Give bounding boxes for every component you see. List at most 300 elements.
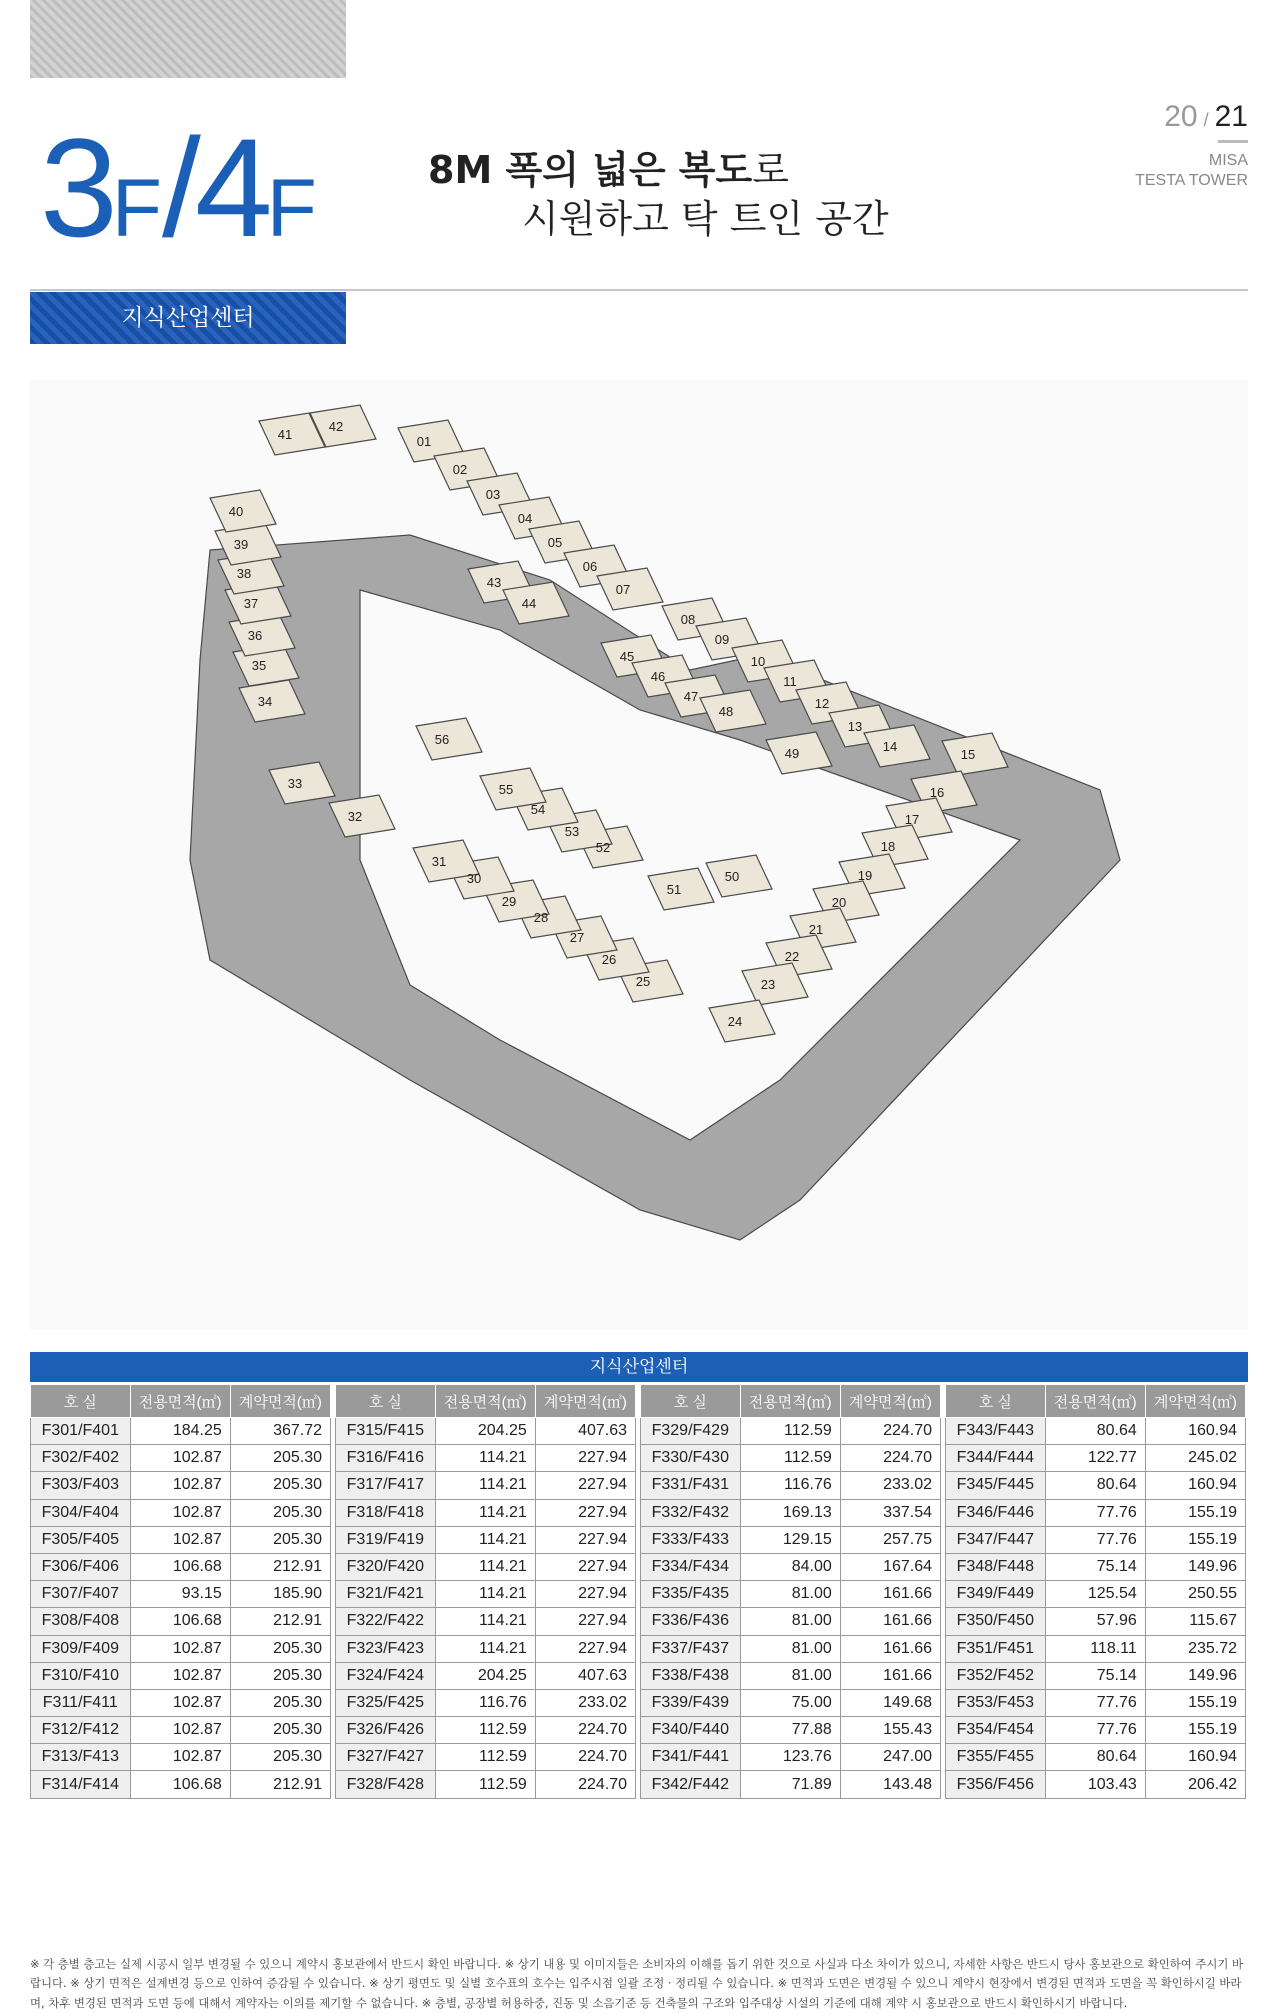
- unit-number-cell: F343/F443: [946, 1418, 1046, 1445]
- table-row: [641, 1499, 941, 1526]
- table-row: [31, 1744, 331, 1771]
- unit-number-cell: F311/F411: [31, 1689, 131, 1716]
- table-row: [641, 1689, 941, 1716]
- unit-number-cell: F339/F439: [641, 1689, 741, 1716]
- exclusive-area-cell: 112.59: [740, 1445, 840, 1472]
- contract-area-cell: 160.94: [1145, 1744, 1245, 1771]
- contract-area-cell: 337.54: [840, 1499, 940, 1526]
- exclusive-area-cell: 102.87: [130, 1717, 230, 1744]
- page-divider: [1218, 140, 1248, 143]
- unit-number-cell: F353/F453: [946, 1689, 1046, 1716]
- unit-number-cell: F313/F413: [31, 1744, 131, 1771]
- floor-unit-label: 53: [564, 824, 580, 839]
- table-row: [31, 1499, 331, 1526]
- contract-area-cell: 161.66: [840, 1581, 940, 1608]
- exclusive-area-cell: 81.00: [740, 1581, 840, 1608]
- contract-area-cell: 149.96: [1145, 1553, 1245, 1580]
- exclusive-area-cell: 122.77: [1045, 1445, 1145, 1472]
- floor-number-3: 3: [40, 109, 112, 266]
- floor-unit-label: 04: [517, 511, 533, 526]
- exclusive-area-cell: 102.87: [130, 1526, 230, 1553]
- floor-unit-label: 32: [347, 809, 363, 824]
- contract-area-cell: 205.30: [230, 1499, 330, 1526]
- contract-area-cell: 212.91: [230, 1771, 330, 1798]
- unit-number-cell: F330/F430: [641, 1445, 741, 1472]
- exclusive-area-cell: 77.76: [1045, 1717, 1145, 1744]
- exclusive-area-cell: 114.21: [435, 1553, 535, 1580]
- exclusive-area-cell: 57.96: [1045, 1608, 1145, 1635]
- exclusive-area-cell: 102.87: [130, 1472, 230, 1499]
- contract-area-cell: 161.66: [840, 1608, 940, 1635]
- floor-unit-label: 39: [233, 537, 249, 552]
- floor-unit-label: 45: [619, 649, 635, 664]
- table-row: [946, 1717, 1246, 1744]
- floor-unit-label: 35: [251, 658, 267, 673]
- unit-number-cell: F312/F412: [31, 1717, 131, 1744]
- floor-unit-label: 17: [904, 812, 920, 827]
- unit-number-cell: F349/F449: [946, 1581, 1046, 1608]
- headline-bold: 8M 폭의 넓은 복도: [428, 148, 753, 192]
- page-left: 20: [1164, 100, 1198, 133]
- exclusive-area-cell: 204.25: [435, 1662, 535, 1689]
- table-row: [946, 1445, 1246, 1472]
- table-row: [336, 1771, 636, 1798]
- exclusive-area-cell: 102.87: [130, 1499, 230, 1526]
- header-rule: [30, 289, 1248, 291]
- exclusive-area-cell: 81.00: [740, 1608, 840, 1635]
- exclusive-area-cell: 112.59: [435, 1744, 535, 1771]
- exclusive-area-cell: 75.14: [1045, 1553, 1145, 1580]
- floor-unit-f-2: F: [266, 163, 317, 254]
- table-row: [641, 1472, 941, 1499]
- section-tag: 지식산업센터: [30, 292, 346, 344]
- brand-line1: MISA: [1208, 152, 1248, 169]
- contract-area-cell: 149.96: [1145, 1662, 1245, 1689]
- contract-area-cell: 205.30: [230, 1635, 330, 1662]
- contract-area-cell: 205.30: [230, 1689, 330, 1716]
- floor-unit-label: 24: [727, 1014, 743, 1029]
- brand-line2: TESTA TOWER: [1135, 172, 1248, 189]
- table-row: [641, 1662, 941, 1689]
- headline-suffix: 로: [752, 148, 789, 192]
- unit-number-cell: F317/F417: [336, 1472, 436, 1499]
- exclusive-area-cell: 102.87: [130, 1635, 230, 1662]
- exclusive-area-cell: 84.00: [740, 1553, 840, 1580]
- contract-area-cell: 227.94: [535, 1581, 635, 1608]
- table-row: [641, 1526, 941, 1553]
- exclusive-area-cell: 112.59: [435, 1771, 535, 1798]
- contract-area-cell: 407.63: [535, 1662, 635, 1689]
- contract-area-cell: 227.94: [535, 1635, 635, 1662]
- unit-number-cell: F333/F433: [641, 1526, 741, 1553]
- floor-unit-label: 48: [718, 704, 734, 719]
- contract-area-cell: 245.02: [1145, 1445, 1245, 1472]
- contract-area-cell: 250.55: [1145, 1581, 1245, 1608]
- unit-number-cell: F322/F422: [336, 1608, 436, 1635]
- exclusive-area-cell: 103.43: [1045, 1771, 1145, 1798]
- exclusive-area-cell: 77.76: [1045, 1499, 1145, 1526]
- unit-number-cell: F305/F405: [31, 1526, 131, 1553]
- floor-unit-label: 55: [498, 782, 514, 797]
- area-table-header-row: [31, 1385, 331, 1418]
- table-row: [31, 1418, 331, 1445]
- area-table-title: 지식산업센터: [30, 1352, 1248, 1382]
- contract-area-cell: 224.70: [535, 1744, 635, 1771]
- floor-unit-label: 38: [236, 566, 252, 581]
- exclusive-area-cell: 114.21: [435, 1526, 535, 1553]
- table-row: [336, 1553, 636, 1580]
- table-row: [946, 1581, 1246, 1608]
- unit-number-cell: F306/F406: [31, 1553, 131, 1580]
- unit-number-cell: F346/F446: [946, 1499, 1046, 1526]
- table-row: [946, 1662, 1246, 1689]
- unit-number-cell: F336/F436: [641, 1608, 741, 1635]
- table-row: [641, 1717, 941, 1744]
- unit-number-cell: F303/F403: [31, 1472, 131, 1499]
- table-row: [336, 1717, 636, 1744]
- contract-area-cell: 227.94: [535, 1445, 635, 1472]
- exclusive-area-cell: 116.76: [435, 1689, 535, 1716]
- unit-number-cell: F325/F425: [336, 1689, 436, 1716]
- floor-unit-label: 46: [650, 669, 666, 684]
- exclusive-area-cell: 102.87: [130, 1445, 230, 1472]
- area-table-header-row: [336, 1385, 636, 1418]
- exclusive-area-cell: 112.59: [435, 1717, 535, 1744]
- table-row: [31, 1472, 331, 1499]
- floor-unit-label: 52: [595, 840, 611, 855]
- floor-unit-label: 47: [683, 689, 699, 704]
- area-table-header-cell: 전용면적(㎡): [1045, 1385, 1145, 1418]
- unit-number-cell: F329/F429: [641, 1418, 741, 1445]
- exclusive-area-cell: 114.21: [435, 1499, 535, 1526]
- contract-area-cell: 205.30: [230, 1662, 330, 1689]
- exclusive-area-cell: 102.87: [130, 1689, 230, 1716]
- table-row: [946, 1744, 1246, 1771]
- table-row: [946, 1771, 1246, 1798]
- floor-unit-label: 42: [328, 419, 344, 434]
- contract-area-cell: 205.30: [230, 1472, 330, 1499]
- area-table-header-cell: 호 실: [336, 1385, 436, 1418]
- floor-unit-label: 36: [247, 628, 263, 643]
- page-separator: /: [1203, 110, 1209, 130]
- area-table-block: [30, 1384, 331, 1799]
- floor-unit-label: 01: [416, 434, 432, 449]
- unit-number-cell: F304/F404: [31, 1499, 131, 1526]
- contract-area-cell: 367.72: [230, 1418, 330, 1445]
- exclusive-area-cell: 102.87: [130, 1744, 230, 1771]
- table-row: [641, 1771, 941, 1798]
- disclaimer-notes: ※ 각 층별 층고는 실제 시공시 일부 변경될 수 있으니 계약시 홍보관에서 반드시 확인 바랍니다. ※ 상기 내용 및 이미지들은 소비자의 이해를 돕기 위한 것으로 사실과 다소 차이가 있으니, 자세한 사항은 반드시 당사 홍보관으로 확인하여 주시기 바랍니다. ※ 상기 면적은 설계변경 등으로 인하여 증감될 수 있습니다. ※ 상기 평면도 및 실별 호수표의 호수는 입주시점 일괄 조정 · 정리될 수 있습니다. ※ 면적과 도면은 변경될 수 있으니 계약시 현장에서 변경된 면적과 도면을 꼭 확인하시길 바라며, 차후 변경된 면적과 도면 등에 대해서 계약자는 이의를 제기할 수 없습니다. ※ 층별, 공장별 허용하중, 진동 및 소음기준 등 건축물의 구조와 입주대상 시설의 기준에 대해 계약 시 홍보관으로 반드시 확인하시기 바랍니다.: [30, 1957, 1244, 2010]
- floor-unit-label: 29: [501, 894, 517, 909]
- table-row: [641, 1553, 941, 1580]
- unit-number-cell: F354/F454: [946, 1717, 1046, 1744]
- unit-number-cell: F337/F437: [641, 1635, 741, 1662]
- floor-unit-label: 49: [784, 746, 800, 761]
- page-number-block: [1135, 100, 1248, 191]
- exclusive-area-cell: 106.68: [130, 1771, 230, 1798]
- unit-number-cell: F334/F434: [641, 1553, 741, 1580]
- floor-unit-label: 33: [287, 776, 303, 791]
- exclusive-area-cell: 114.21: [435, 1445, 535, 1472]
- area-table-block: [945, 1384, 1246, 1799]
- contract-area-cell: 227.94: [535, 1608, 635, 1635]
- contract-area-cell: 155.19: [1145, 1499, 1245, 1526]
- table-row: [946, 1472, 1246, 1499]
- floor-unit-label: 06: [582, 559, 598, 574]
- page-right: 21: [1214, 100, 1248, 133]
- unit-number-cell: F309/F409: [31, 1635, 131, 1662]
- table-row: [336, 1744, 636, 1771]
- contract-area-cell: 155.19: [1145, 1717, 1245, 1744]
- contract-area-cell: 167.64: [840, 1553, 940, 1580]
- exclusive-area-cell: 184.25: [130, 1418, 230, 1445]
- exclusive-area-cell: 106.68: [130, 1553, 230, 1580]
- exclusive-area-cell: 106.68: [130, 1608, 230, 1635]
- contract-area-cell: 160.94: [1145, 1418, 1245, 1445]
- unit-number-cell: F321/F421: [336, 1581, 436, 1608]
- floor-unit-label: 08: [680, 612, 696, 627]
- contract-area-cell: 227.94: [535, 1526, 635, 1553]
- table-row: [946, 1553, 1246, 1580]
- floor-unit-f: F: [111, 163, 162, 254]
- table-row: [641, 1581, 941, 1608]
- area-table-header-cell: 계약면적(㎡): [1145, 1385, 1245, 1418]
- unit-number-cell: F347/F447: [946, 1526, 1046, 1553]
- area-table-block: [640, 1384, 941, 1799]
- unit-number-cell: F318/F418: [336, 1499, 436, 1526]
- unit-number-cell: F341/F441: [641, 1744, 741, 1771]
- table-row: [641, 1608, 941, 1635]
- contract-area-cell: 160.94: [1145, 1472, 1245, 1499]
- area-table: [30, 1352, 1248, 1799]
- headline: [428, 146, 889, 243]
- area-table-header-cell: 계약면적(㎡): [535, 1385, 635, 1418]
- exclusive-area-cell: 77.88: [740, 1717, 840, 1744]
- unit-number-cell: F356/F456: [946, 1771, 1046, 1798]
- area-table-header-cell: 전용면적(㎡): [130, 1385, 230, 1418]
- exclusive-area-cell: 112.59: [740, 1418, 840, 1445]
- floor-unit-label: 14: [882, 739, 898, 754]
- contract-area-cell: 224.70: [535, 1717, 635, 1744]
- exclusive-area-cell: 125.54: [1045, 1581, 1145, 1608]
- unit-number-cell: F351/F451: [946, 1635, 1046, 1662]
- contract-area-cell: 233.02: [535, 1689, 635, 1716]
- exclusive-area-cell: 114.21: [435, 1635, 535, 1662]
- table-row: [946, 1689, 1246, 1716]
- exclusive-area-cell: 75.14: [1045, 1662, 1145, 1689]
- table-row: [641, 1744, 941, 1771]
- contract-area-cell: 224.70: [840, 1418, 940, 1445]
- table-row: [641, 1635, 941, 1662]
- unit-number-cell: F332/F432: [641, 1499, 741, 1526]
- area-table-header-cell: 호 실: [946, 1385, 1046, 1418]
- table-row: [336, 1635, 636, 1662]
- exclusive-area-cell: 80.64: [1045, 1418, 1145, 1445]
- floor-unit-label: 03: [485, 487, 501, 502]
- floor-unit-label: 19: [857, 868, 873, 883]
- floor-unit-label: 30: [466, 871, 482, 886]
- contract-area-cell: 115.67: [1145, 1608, 1245, 1635]
- floor-number-4: 4: [194, 109, 267, 266]
- floor-unit-label: 07: [615, 582, 631, 597]
- unit-number-cell: F307/F407: [31, 1581, 131, 1608]
- header-hatch-decoration: [30, 0, 346, 78]
- exclusive-area-cell: 129.15: [740, 1526, 840, 1553]
- exclusive-area-cell: 80.64: [1045, 1744, 1145, 1771]
- unit-number-cell: F340/F440: [641, 1717, 741, 1744]
- exclusive-area-cell: 114.21: [435, 1581, 535, 1608]
- exclusive-area-cell: 75.00: [740, 1689, 840, 1716]
- contract-area-cell: 224.70: [535, 1771, 635, 1798]
- table-row: [336, 1662, 636, 1689]
- floor-unit-label: 51: [666, 882, 682, 897]
- floor-unit-label: 56: [434, 732, 450, 747]
- area-table-header-row: [641, 1385, 941, 1418]
- table-row: [946, 1635, 1246, 1662]
- floor-unit-label: 43: [486, 575, 502, 590]
- area-table-header-cell: 호 실: [31, 1385, 131, 1418]
- contract-area-cell: 161.66: [840, 1635, 940, 1662]
- floor-unit-label: 10: [750, 654, 766, 669]
- contract-area-cell: 185.90: [230, 1581, 330, 1608]
- unit-number-cell: F342/F442: [641, 1771, 741, 1798]
- table-row: [31, 1445, 331, 1472]
- contract-area-cell: 257.75: [840, 1526, 940, 1553]
- table-row: [946, 1526, 1246, 1553]
- contract-area-cell: 233.02: [840, 1472, 940, 1499]
- floor-unit-label: 22: [784, 949, 800, 964]
- table-row: [31, 1689, 331, 1716]
- contract-area-cell: 227.94: [535, 1499, 635, 1526]
- unit-number-cell: F323/F423: [336, 1635, 436, 1662]
- unit-number-cell: F308/F408: [31, 1608, 131, 1635]
- floor-unit-label: 05: [547, 535, 563, 550]
- contract-area-cell: 205.30: [230, 1526, 330, 1553]
- unit-number-cell: F315/F415: [336, 1418, 436, 1445]
- floor-unit-label: 21: [808, 922, 824, 937]
- headline-line2: 시원하고 탁 트인 공간: [522, 196, 889, 241]
- table-row: [31, 1771, 331, 1798]
- unit-number-cell: F328/F428: [336, 1771, 436, 1798]
- floor-unit-label: 28: [533, 910, 549, 925]
- unit-number-cell: F345/F445: [946, 1472, 1046, 1499]
- unit-number-cell: F338/F438: [641, 1662, 741, 1689]
- unit-number-cell: F324/F424: [336, 1662, 436, 1689]
- unit-number-cell: F316/F416: [336, 1445, 436, 1472]
- unit-number-cell: F352/F452: [946, 1662, 1046, 1689]
- unit-number-cell: F314/F414: [31, 1771, 131, 1798]
- contract-area-cell: 143.48: [840, 1771, 940, 1798]
- table-row: [336, 1581, 636, 1608]
- contract-area-cell: 224.70: [840, 1445, 940, 1472]
- table-row: [336, 1499, 636, 1526]
- floor-unit-label: 23: [760, 977, 776, 992]
- floor-unit-label: 15: [960, 747, 976, 762]
- floor-unit-label: 37: [243, 596, 259, 611]
- floor-unit-label: 40: [228, 504, 244, 519]
- unit-number-cell: F310/F410: [31, 1662, 131, 1689]
- exclusive-area-cell: 81.00: [740, 1662, 840, 1689]
- contract-area-cell: 212.91: [230, 1608, 330, 1635]
- floor-unit-label: 41: [277, 427, 293, 442]
- exclusive-area-cell: 114.21: [435, 1608, 535, 1635]
- exclusive-area-cell: 81.00: [740, 1635, 840, 1662]
- unit-number-cell: F335/F435: [641, 1581, 741, 1608]
- contract-area-cell: 205.30: [230, 1445, 330, 1472]
- floor-unit-label: 25: [635, 974, 651, 989]
- floor-unit-label: 20: [831, 895, 847, 910]
- table-row: [336, 1445, 636, 1472]
- contract-area-cell: 227.94: [535, 1553, 635, 1580]
- table-row: [336, 1689, 636, 1716]
- exclusive-area-cell: 102.87: [130, 1662, 230, 1689]
- area-table-block: [335, 1384, 636, 1799]
- unit-number-cell: F326/F426: [336, 1717, 436, 1744]
- contract-area-cell: 212.91: [230, 1553, 330, 1580]
- floor-unit-label: 54: [530, 802, 546, 817]
- floor-unit-label: 11: [783, 674, 797, 689]
- floor-unit-label: 50: [724, 869, 740, 884]
- table-row: [31, 1553, 331, 1580]
- floor-unit-label: 13: [847, 719, 863, 734]
- exclusive-area-cell: 204.25: [435, 1418, 535, 1445]
- floor-unit-label: 02: [452, 462, 468, 477]
- exclusive-area-cell: 116.76: [740, 1472, 840, 1499]
- area-table-header-cell: 계약면적(㎡): [230, 1385, 330, 1418]
- table-row: [946, 1418, 1246, 1445]
- table-row: [31, 1635, 331, 1662]
- unit-number-cell: F344/F444: [946, 1445, 1046, 1472]
- area-table-header-cell: 전용면적(㎡): [740, 1385, 840, 1418]
- table-row: [336, 1472, 636, 1499]
- floor-unit-label: 18: [880, 839, 896, 854]
- floor-title: [40, 109, 317, 266]
- table-row: [31, 1662, 331, 1689]
- contract-area-cell: 155.19: [1145, 1526, 1245, 1553]
- unit-number-cell: F331/F431: [641, 1472, 741, 1499]
- contract-area-cell: 227.94: [535, 1472, 635, 1499]
- table-row: [336, 1608, 636, 1635]
- floor-unit-label: 12: [814, 696, 830, 711]
- table-row: [31, 1717, 331, 1744]
- floor-plan: [30, 380, 1248, 1330]
- contract-area-cell: 205.30: [230, 1717, 330, 1744]
- floor-unit-label: 27: [569, 930, 585, 945]
- table-row: [641, 1418, 941, 1445]
- exclusive-area-cell: 118.11: [1045, 1635, 1145, 1662]
- contract-area-cell: 161.66: [840, 1662, 940, 1689]
- table-row: [946, 1499, 1246, 1526]
- exclusive-area-cell: 114.21: [435, 1472, 535, 1499]
- contract-area-cell: 149.68: [840, 1689, 940, 1716]
- exclusive-area-cell: 77.76: [1045, 1526, 1145, 1553]
- floor-separator: /: [161, 109, 195, 266]
- contract-area-cell: 155.19: [1145, 1689, 1245, 1716]
- exclusive-area-cell: 93.15: [130, 1581, 230, 1608]
- table-row: [31, 1608, 331, 1635]
- exclusive-area-cell: 169.13: [740, 1499, 840, 1526]
- floor-unit-label: 31: [431, 854, 447, 869]
- floor-unit-label: 09: [714, 632, 730, 647]
- floor-unit-label: 34: [257, 694, 273, 709]
- area-table-header-cell: 계약면적(㎡): [840, 1385, 940, 1418]
- unit-number-cell: F302/F402: [31, 1445, 131, 1472]
- contract-area-cell: 155.43: [840, 1717, 940, 1744]
- floor-unit-label: 16: [929, 785, 945, 800]
- table-row: [31, 1526, 331, 1553]
- exclusive-area-cell: 71.89: [740, 1771, 840, 1798]
- floor-unit-label: 26: [601, 952, 617, 967]
